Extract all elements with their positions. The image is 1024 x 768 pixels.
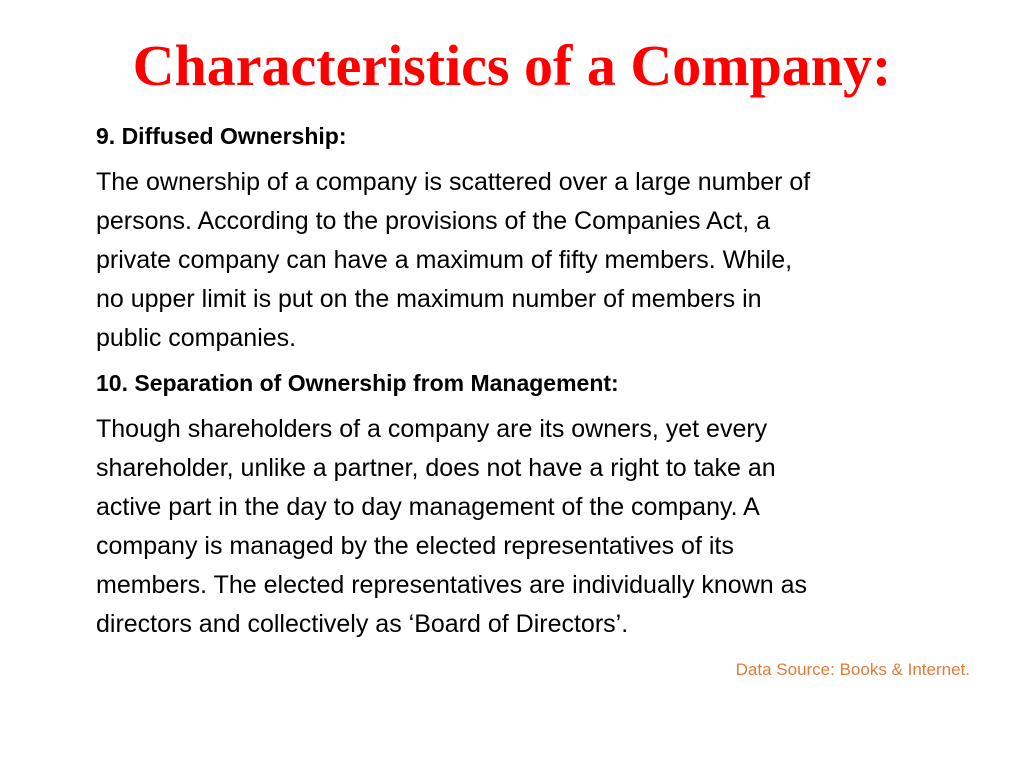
- slide-title: Characteristics of a Company:: [132, 33, 892, 98]
- section-paragraph-diffused-ownership: [96, 163, 966, 358]
- paragraph-line: active part in the day to day management of the company. A: [96, 493, 760, 521]
- paragraph-line: Though shareholders of a company are its owners, yet every: [96, 415, 768, 443]
- paragraph-line: members. The elected representatives are individually known as: [96, 571, 808, 599]
- paragraph-line: public companies.: [96, 324, 297, 352]
- paragraph-line: no upper limit is put on the maximum number of members in: [96, 285, 762, 313]
- slide-content: [96, 117, 966, 650]
- paragraph-line: persons. According to the provisions of the Companies Act, a: [96, 207, 770, 235]
- section-heading-diffused-ownership: 9. Diffused Ownership:: [96, 123, 347, 149]
- paragraph-line: The ownership of a company is scattered over a large number of: [96, 168, 811, 196]
- section-heading-separation-of-ownership: 10. Separation of Ownership from Management:: [96, 370, 619, 396]
- paragraph-line: private company can have a maximum of fifty members. While,: [96, 246, 793, 274]
- section-paragraph-separation-of-ownership: [96, 410, 966, 644]
- data-source-note: Data Source: Books & Internet.: [735, 660, 970, 679]
- paragraph-line: directors and collectively as ‘Board of Directors’.: [96, 610, 629, 638]
- paragraph-line: shareholder, unlike a partner, does not have a right to take an: [96, 454, 776, 482]
- paragraph-line: company is managed by the elected representatives of its: [96, 532, 734, 560]
